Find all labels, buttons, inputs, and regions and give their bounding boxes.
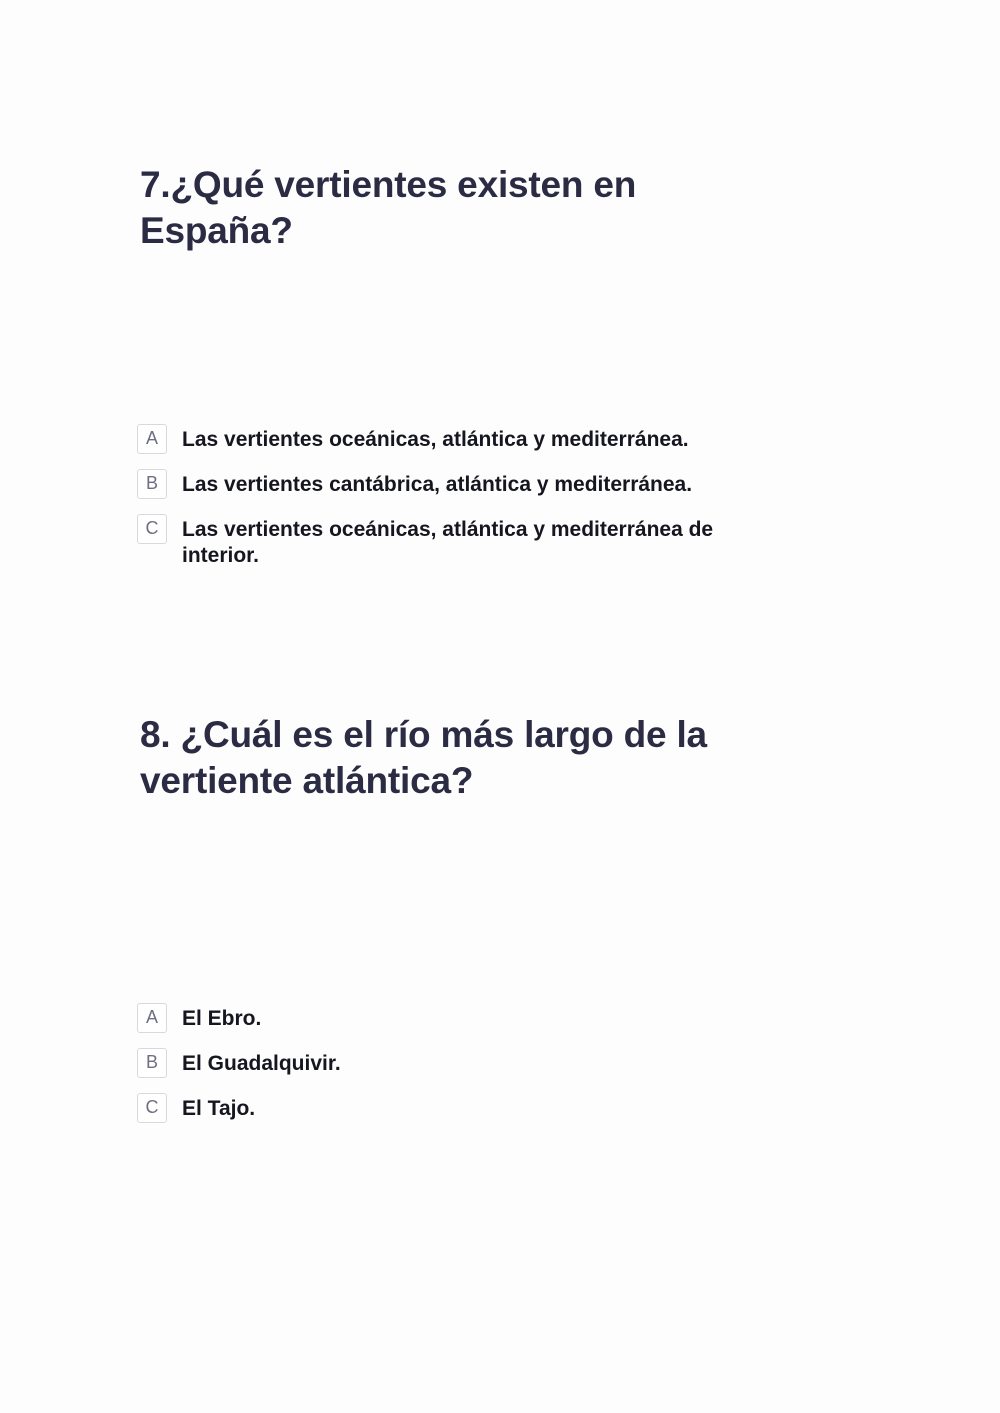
option-text: Las vertientes cantábrica, atlántica y mediterránea.: [182, 473, 693, 496]
question-title: 8. ¿Cuál es el río más largo de la vertiente atlántica?: [140, 714, 707, 801]
option-text: El Ebro.: [182, 1007, 262, 1030]
answer-options: [140, 424, 780, 582]
question-title: 7.¿Qué vertientes existen en España?: [140, 164, 637, 251]
question-7: [140, 162, 780, 567]
option-letter-badge: A: [137, 1003, 167, 1033]
option-text: Las vertientes oceánicas, atlántica y mediterránea.: [182, 428, 689, 451]
option-b[interactable]: [140, 1048, 780, 1080]
option-c[interactable]: [140, 514, 780, 569]
option-letter-badge: B: [137, 469, 167, 499]
option-a[interactable]: [140, 1003, 780, 1035]
option-text: El Guadalquivir.: [182, 1052, 341, 1075]
question-8: [140, 712, 780, 1120]
option-c[interactable]: [140, 1093, 780, 1125]
answer-options: [140, 1003, 780, 1138]
option-letter-badge: C: [137, 514, 167, 544]
option-text: Las vertientes oceánicas, atlántica y mediterránea de interior.: [182, 518, 714, 567]
option-b[interactable]: [140, 469, 780, 501]
option-a[interactable]: [140, 424, 780, 456]
option-letter-badge: B: [137, 1048, 167, 1078]
option-letter-badge: A: [137, 424, 167, 454]
option-text: El Tajo.: [182, 1097, 256, 1120]
option-letter-badge: C: [137, 1093, 167, 1123]
